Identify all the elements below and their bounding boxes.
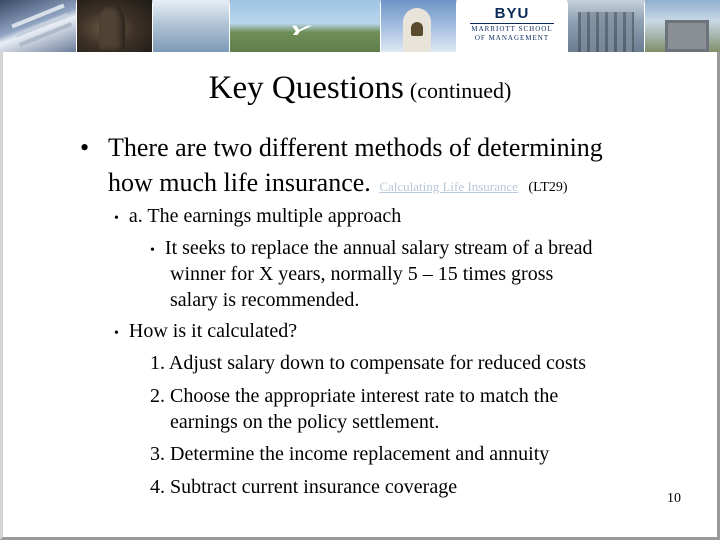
bullet-marker: •: [150, 243, 155, 258]
bullet-marker: •: [114, 211, 119, 226]
step-2-line-1: 2. Choose the appropriate interest rate to match the: [150, 385, 559, 407]
logo-divider: [470, 23, 554, 24]
title-main: Key Questions: [208, 70, 404, 106]
main-bullet-line-1: There are two different methods of determining: [108, 133, 603, 162]
bullet-marker: •: [80, 133, 90, 162]
banner-photo-mountain: [230, 0, 380, 52]
banner-photo-building: [0, 0, 76, 52]
title-sub: (continued): [409, 78, 512, 103]
page-number: 10: [667, 491, 681, 506]
step-4: 4. Subtract current insurance coverage: [150, 476, 458, 498]
detail-line-2: winner for X years, normally 5 – 15 times gross: [170, 263, 554, 285]
step-3: 3. Determine the income replacement and annuity: [150, 443, 550, 465]
step-1: 1. Adjust salary down to compensate for reduced costs: [150, 352, 587, 374]
banner-photo-bell-tower: [381, 0, 456, 52]
reference-code: (LT29): [528, 180, 568, 195]
detail-bullet: [150, 236, 592, 263]
step-2-line-2: earnings on the policy settlement.: [170, 411, 440, 433]
main-bullet-line-2-text: how much life insurance.: [108, 168, 371, 197]
detail-line-1: It seeks to replace the annual salary stream of a bread: [164, 237, 593, 259]
calculating-life-insurance-link[interactable]: Calculating Life Insurance: [379, 179, 518, 194]
banner-photo-building-2: [645, 0, 720, 52]
logo-main-text: BYU: [494, 5, 530, 22]
logo-sub-text-1: MARRIOTT SCHOOL: [471, 25, 553, 33]
banner-photo-statue: [77, 0, 152, 52]
detail-line-3: salary is recommended.: [170, 289, 360, 311]
sub-bullet-a-text: a. The earnings multiple approach: [128, 205, 402, 227]
byu-logo: [457, 0, 567, 52]
sub-bullet-a: [114, 204, 401, 231]
banner-photo-sky: [153, 0, 229, 52]
main-bullet-line-2: [108, 168, 568, 203]
how-calculated-text: How is it calculated?: [128, 320, 298, 342]
bullet-marker: •: [114, 326, 119, 341]
logo-sub-text-2: OF MANAGEMENT: [474, 34, 550, 42]
banner-photo-campus: [568, 0, 644, 52]
header-banner: [0, 0, 720, 52]
slide-title: [0, 70, 720, 107]
mountain-y-icon: Y: [285, 23, 309, 39]
sub-bullet-how: [114, 319, 297, 346]
